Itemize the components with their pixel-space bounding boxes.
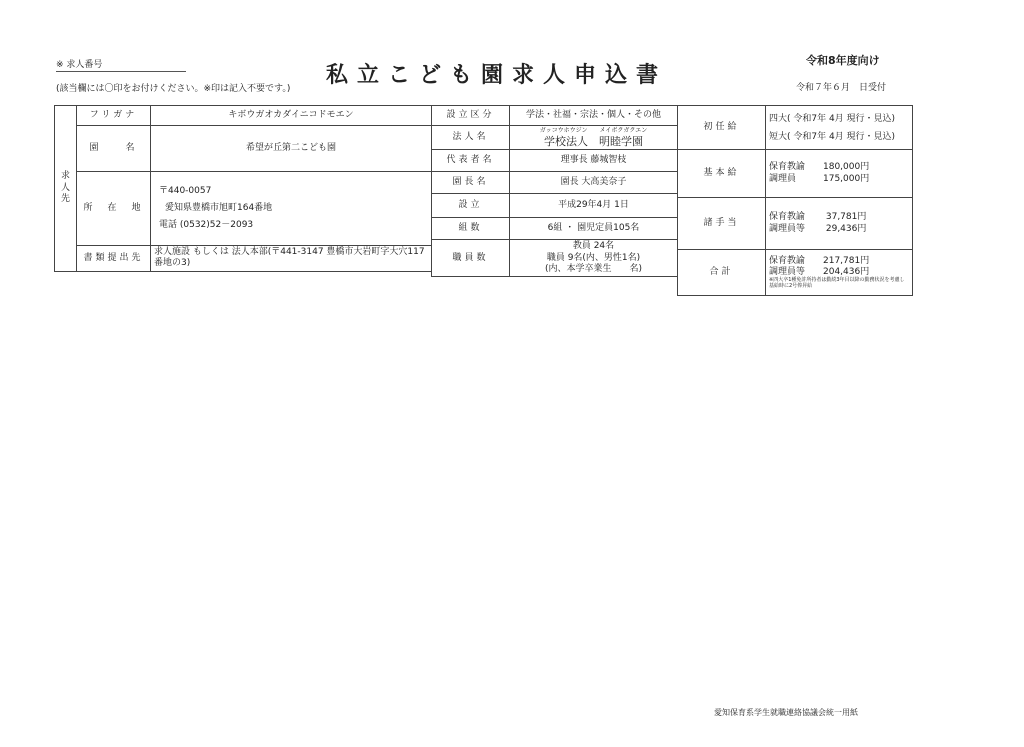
employer-table [54,105,432,272]
school-name-value: 希望が丘第二こども園 [151,126,432,172]
allowance-label: 諸手当 [678,198,766,250]
employer-section-label: 求人先 [55,106,77,272]
corp-name-label: 法人名 [432,126,510,150]
category-label: 設立区分 [432,106,510,126]
institution-table [431,105,678,277]
representative-value: 理事長 藤城智枝 [510,150,678,172]
furigana-value: キボウガオカダイニコドモエン [151,106,432,126]
total-pay-line-2: 調理員等 204,436円 [769,267,870,277]
postal-code: 〒440-0057 [159,185,212,196]
principal-label: 園長名 [432,172,510,194]
total-pay-label: 合計 [678,250,766,296]
address-value: 愛知県豊橋市旭町164番地 [165,202,273,213]
base-pay-line-2: 調理員 175,000円 [769,173,870,184]
instruction-note: (該当欄には〇印をお付けください。※印は記入不要です。) [56,84,291,94]
starting-pay-line-2: 短大( 令和7年 4月 現行・見込) [769,131,896,142]
starting-pay-line-1: 四大( 令和7年 4月 現行・見込) [769,113,896,124]
staff-line-3: (内、本学卒業生 名) [544,263,643,274]
allowance-line-1: 保育教諭 37,781円 [769,212,867,223]
job-number-label: ※ 求人番号 [56,60,103,70]
total-pay-note: ※四大卒1種免許所持者は勤続3年目以降の勤務状況を考慮し基給時に2号俸昇給 [769,277,905,289]
founded-label: 設立 [432,194,510,218]
allowance-line-2: 調理員等 29,436円 [769,223,867,234]
starting-pay-label: 初任給 [678,106,766,150]
base-pay-line-1: 保育教諭 180,000円 [769,162,870,173]
year-label: 令和8年度向け [806,54,880,67]
staff-line-1: 教員 24名 [572,241,615,252]
category-value: 学法・社福・宗法・個人・その他 [510,106,678,126]
page-title: 私立こども園求人申込書 [326,62,668,88]
pay-table [677,105,913,296]
classes-value: 6組 ・ 園児定員105名 [510,218,678,240]
base-pay-label: 基本給 [678,150,766,198]
phone-value: 電話 (0532)52－2093 [159,220,254,231]
staff-label: 職員数 [432,240,510,277]
principal-value: 園長 大高美奈子 [510,172,678,194]
school-name-label: 園 名 [77,126,151,172]
total-pay-line-1: 保育教諭 217,781円 [769,255,870,266]
corp-name-ruby: ガッコウホウジン メイボクガクエン [539,127,648,134]
founded-value: 平成29年4月 1日 [510,194,678,218]
received-date: 令和７年６月 日受付 [796,83,887,93]
staff-line-2: 職員 9名(内、男性1名) [546,252,641,263]
furigana-label: フリガナ [77,106,151,126]
representative-label: 代表者名 [432,150,510,172]
address-label: 所 在 地 [77,172,151,246]
corp-name-value: 学校法人 明睦学園 [544,134,643,148]
submit-value: 求人施設 もしくは 法人本部(〒441-3147 豊橋市大岩町字大穴117番地の3) [151,246,432,272]
classes-label: 組数 [432,218,510,240]
submit-label: 書類提出先 [77,246,151,272]
footer-org: 愛知保育系学生就職連絡協議会統一用紙 [714,708,858,717]
job-number-line [56,71,186,72]
